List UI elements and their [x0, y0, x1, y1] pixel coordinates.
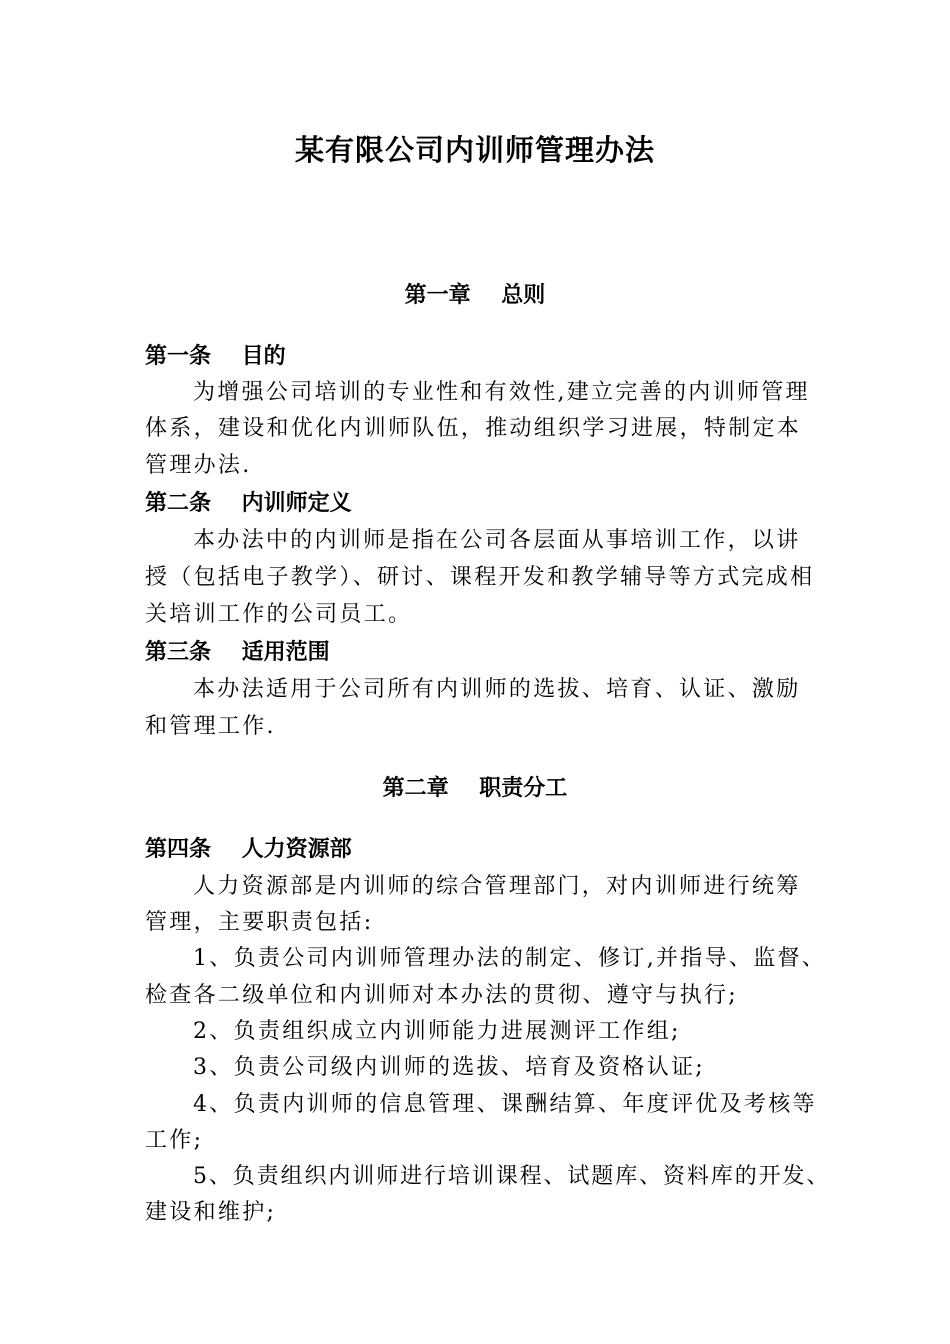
article-2-line: 本办法中的内训师是指在公司各层面从事培训工作，以讲: [193, 528, 801, 553]
article-3-heading: 第三条 适用范围: [145, 639, 330, 665]
article-4-line: 5、负责组织内训师进行培训课程、试题库、资料库的开发、: [193, 1164, 831, 1189]
article-4-heading: 第四条 人力资源部: [145, 836, 352, 862]
article-1-line: 管理办法.: [145, 453, 252, 478]
article-4-line: 1、负责公司内训师管理办法的制定、修订,并指导、监督、: [193, 946, 827, 971]
article-4-line: 4、负责内训师的信息管理、课酬结算、年度评优及考核等: [193, 1092, 817, 1117]
article-2-line: 授（包括电子教学）、研讨、课程开发和教学辅导等方式完成相: [145, 565, 815, 590]
article-4-line: 2、负责组织成立内训师能力进展测评工作组;: [193, 1019, 681, 1044]
document-title: 某有限公司内训师管理办法: [294, 133, 655, 167]
chapter-2-heading: 第二章 职责分工: [382, 775, 568, 801]
article-2-line: 关培训工作的公司员工。: [145, 602, 413, 627]
chapter-1-heading: 第一章 总则: [404, 282, 546, 308]
article-4-line: 工作;: [145, 1128, 204, 1153]
article-1-line: 体系，建设和优化内训师队伍，推动组织学习进展，特制定本: [145, 416, 802, 441]
article-1-heading: 第一条 目的: [145, 343, 286, 369]
article-4-line: 人力资源部是内训师的综合管理部门，对内训师进行统筹: [193, 874, 801, 899]
article-4-line: 管理，主要职责包括:: [145, 910, 374, 935]
article-3-line: 和管理工作.: [145, 714, 276, 739]
article-4-line: 建设和维护;: [145, 1200, 277, 1225]
article-4-line: 检查各二级单位和内训师对本办法的贯彻、遵守与执行;: [145, 983, 738, 1008]
article-3-line: 本办法适用于公司所有内训师的选拔、培育、认证、激励: [193, 677, 801, 702]
article-1-line: 为增强公司培训的专业性和有效性,建立完善的内训师管理: [193, 380, 810, 405]
article-2-heading: 第二条 内训师定义: [145, 490, 352, 516]
article-4-line: 3、负责公司级内训师的选拔、培育及资格认证;: [193, 1055, 706, 1080]
